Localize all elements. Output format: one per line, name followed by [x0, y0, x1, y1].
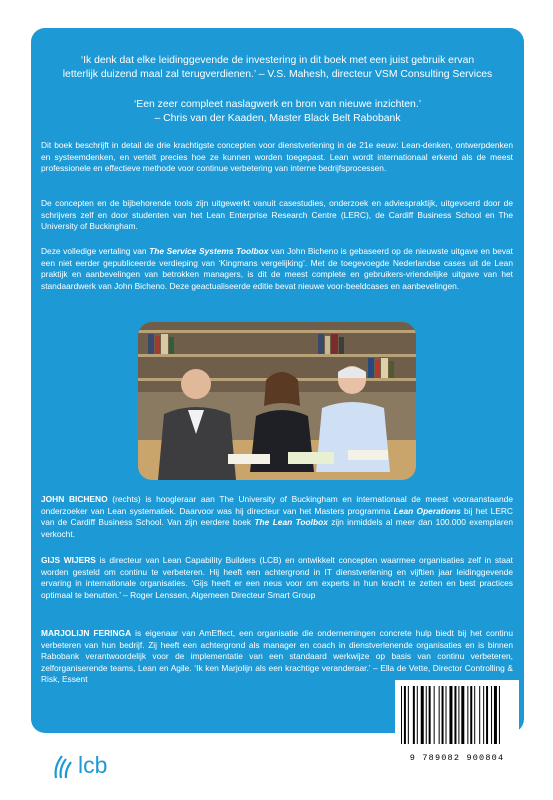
bio-1-text-c: zijn inmiddels al meer dan 100.000 exemplaren verkocht.	[41, 517, 513, 539]
bio-3-text: is eigenaar van AmEffect, een organisatie die ondernemingen concrete hulp biedt bij het continu verbeteren van hun bedrijf. Zij heeft een achtergrond als manager en coach in dienstverlenende organisaties en is binnen Rabobank verantwoordelijk voor de implementatie van een standaard werkwijze op basis van continu verbeteren, zelforganiserende teams, Lean en Agile. ‘Ik ken Marjolijn als een krachtige veranderaar.’ – Ella de Vette, Director Controlling & Risk, Essent	[41, 628, 513, 685]
logo-wordmark: lcb	[78, 752, 108, 778]
quote-2-line-1: ‘Een zeer compleet naslagwerk en bron van nieuwe inzichten.’	[133, 99, 422, 110]
bio-2-text: is directeur van Lean Capability Builders (LCB) en ontwikkelt concepten waarmee organisaties zelf in staat worden gesteld om continu te verbeteren. Hij heeft een achtergrond in IT dienstverlening en vijftien jaar leidinggevende ervaring in internationale organisaties. ‘Gijs heeft er een neus voor om experts in hun kracht te zetten en best practices optimaal te benutten.’ – Roger Lenssen, Algemeen Directeur Smart Group	[41, 555, 513, 600]
earlier-book-title: The Lean Toolbox	[254, 517, 328, 528]
author-name-wijers: GIJS WIJERS	[41, 555, 96, 565]
program-name: Lean Operations	[393, 505, 461, 516]
description-paragraph-1: Dit boek beschrijft in detail de drie krachtigste concepten voor dienstverlening in de 21e eeuw: Lean-denken, ontwerpdenken en systeemdenken, en vertelt precies hoe ze kunnen worden toegepast. Lean wordt internationaal erkend als de meest professionele en effectieve methode voor continue verbetering van interne bedrijfsprocessen.	[41, 140, 513, 174]
description-paragraph-3	[41, 246, 513, 292]
author-photo-illustration	[138, 322, 416, 480]
quote-1-line-2: letterlijk duizend maal zal terugverdienen.’ – V.S. Mahesh, directeur VSM Consulting Services	[62, 68, 493, 80]
bio-1-text-a: (rechts) is hoogleraar aan The University of Buckingham en internationaal de meest vooraanstaande onderzoeker van Lean systematiek. Daarvoor was hij directeur van het Masters programma	[41, 494, 514, 516]
back-cover-panel	[31, 28, 524, 733]
publisher-logo	[52, 752, 132, 782]
quote-1-line-1: ‘Ik denk dat elke leidinggevende de investering in dit boek met een juist gebruik ervan	[80, 55, 475, 66]
author-bio-wijers	[41, 555, 513, 601]
bio-1-text-b: bij het LERC van de Cardiff Business School. Van zijn eerdere boek	[41, 505, 513, 528]
author-bio-bicheno	[41, 494, 513, 540]
description-paragraph-2: De concepten en de bijbehorende tools zijn uitgewerkt vanuit casestudies, onderzoek en adviespraktijk, uitgevoerd door de schrijvers zelf en door studenten van het Lean Enterprise Research Centre (LERC), de Cardiff Business School en The University of Buckingham.	[41, 198, 513, 232]
lcb-logo-icon	[52, 752, 76, 782]
author-bio-feringa	[41, 628, 513, 686]
author-name-bicheno: JOHN BICHENO	[41, 494, 108, 504]
author-name-feringa: MARJOLIJN FERINGA	[41, 628, 132, 638]
testimonial-quote-2	[31, 98, 524, 125]
isbn-number: 9 789082 900804	[409, 753, 505, 763]
testimonial-quote-1	[31, 54, 524, 81]
p3-text-a: Deze volledige vertaling van	[41, 246, 150, 256]
p3-text-b: van John Bicheno is gebaseerd op de nieuwste uitgave en bevat een niet eerder gepubliceerde verdieping van ‘Kingmans vergelijking’. Met de toegevoegde Nederlandse cases uit de Lean praktijk en aanbevelingen van betrokken managers, is dit de meest complete en gebruikers-vriendelijke uitgave van het standaardwerk van John Bicheno. Deze geactualiseerde editie bevat nieuwe voor-beeldcases en aanbevelingen.	[41, 246, 514, 291]
barcode-bars	[395, 680, 519, 750]
book-title-original: The Service Systems Toolbox	[149, 246, 269, 256]
isbn-barcode	[395, 680, 519, 765]
quote-2-line-2: – Chris van der Kaaden, Master Black Belt Rabobank	[154, 112, 401, 124]
author-photo	[138, 322, 416, 480]
